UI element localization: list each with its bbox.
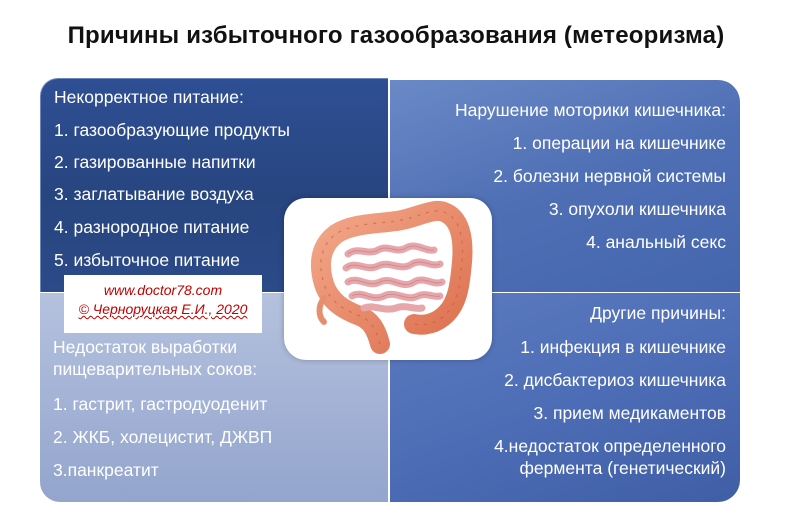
list-item: 3. опухоли кишечника [548, 199, 726, 219]
list-item: 1. газообразующие продукты [54, 120, 291, 140]
watermark-author: © Черноруцкая Е.И., 2020 [78, 301, 248, 317]
page-title: Причины избыточного газообразования (метеоризма) [67, 22, 725, 49]
panel-heading: Нарушение моторики кишечника: [454, 100, 726, 120]
list-item: 3. заглатывание воздуха [54, 184, 254, 204]
copyright-watermark [64, 275, 262, 333]
list-item: 1. инфекция в кишечнике [520, 337, 726, 357]
intestine-illustration [284, 198, 492, 360]
list-item: 3. прием медикаментов [533, 403, 726, 423]
watermark-site: www.doctor78.com [103, 282, 223, 298]
list-item-line: 4.недостаток определенного [494, 436, 726, 456]
list-item: 2. дисбактериоз кишечника [504, 370, 726, 390]
list-item: 1. гастрит, гастродуоденит [53, 394, 268, 414]
panel-heading: Некорректное питание: [54, 87, 244, 107]
list-item: 2. ЖКБ, холецистит, ДЖВП [53, 427, 273, 447]
list-item: 4. разнородное питание [54, 217, 250, 237]
panel-heading: Другие причины: [590, 303, 726, 323]
panel-heading-line: пищеварительных соков: [53, 359, 258, 379]
list-item: 2. болезни нервной системы [493, 166, 726, 186]
list-item: 1. операции на кишечнике [512, 133, 726, 153]
list-item-line: фермента (генетический) [519, 458, 726, 478]
list-item: 3.панкреатит [53, 460, 159, 480]
panel-heading-line: Недостаток выработки [53, 337, 238, 357]
list-item: 4. анальный секс [586, 232, 726, 252]
intestine-icon [284, 198, 492, 360]
list-item: 2. газированные напитки [54, 152, 256, 172]
list-item: 5. избыточное питание [54, 250, 240, 270]
